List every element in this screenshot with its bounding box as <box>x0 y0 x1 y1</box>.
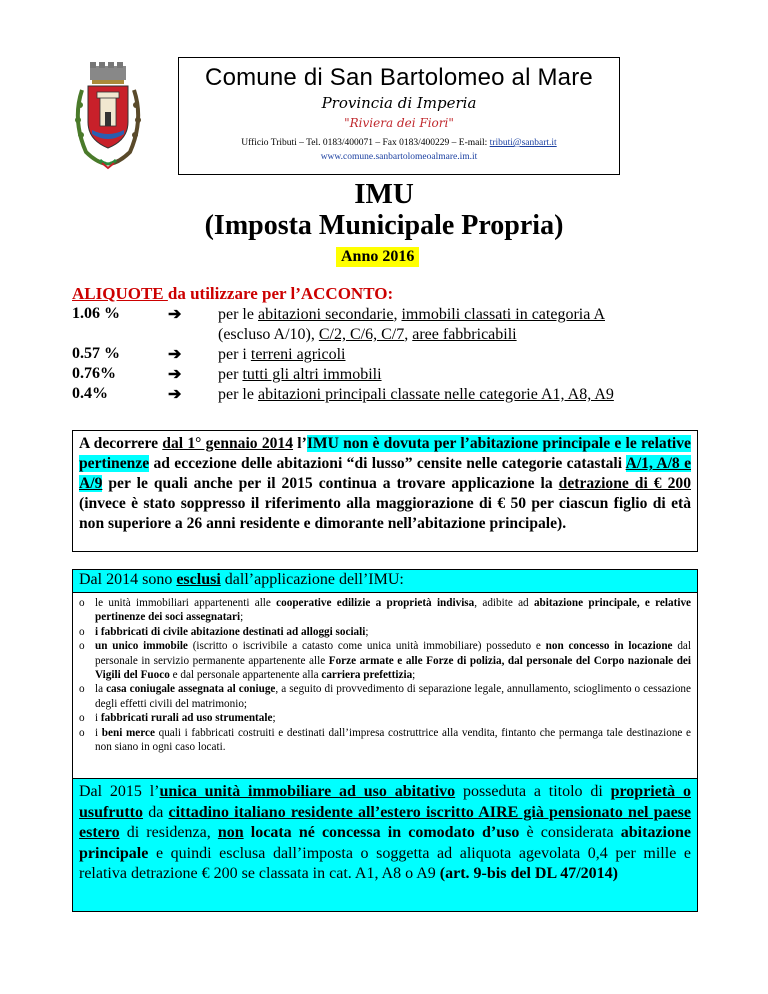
page-subtitle: (Imposta Municipale Propria) <box>204 210 564 241</box>
letterhead-box <box>178 57 620 175</box>
notice-box <box>72 430 698 552</box>
final-bold: locata né concessa in comodato d’uso <box>243 824 520 842</box>
list-item <box>79 625 691 639</box>
item-text: i <box>95 726 102 739</box>
rate-desc-underlined: C/2, C/6, C/7 <box>318 326 405 343</box>
esclusi-heading-underlined: esclusi <box>176 571 221 588</box>
item-text: , a seguito di provvedimento di separazione legale, annullamento, scioglimento o cessazione degli effetti civili del matrimonio; <box>95 683 691 710</box>
rate-desc-underlined: tutti gli altri immobili <box>242 366 382 383</box>
rate-desc-text: per <box>218 366 243 383</box>
item-text: i <box>95 712 101 725</box>
rate-desc-underlined: abitazioni principali classate nelle categorie A1, A8, A9 <box>257 386 614 403</box>
rate-desc-underlined: terreni agricoli <box>250 346 346 363</box>
bullet-icon: o <box>79 683 85 696</box>
notice-underlined: dal 1° gennaio 2014 <box>162 435 294 452</box>
item-text: e dal personale appartenente alla <box>169 669 322 682</box>
ufficio-contacts <box>179 138 619 148</box>
item-text: ; <box>412 669 416 682</box>
item-bold: abitazione principale, e relative pertinenze dei soci assegnatari <box>95 597 691 624</box>
rate-value: 0.76% <box>72 365 116 382</box>
rate-desc-text: , <box>404 326 413 343</box>
website-link[interactable]: www.comune.sanbartolomeoalmare.im.it <box>320 152 478 162</box>
rate-desc-text: per i <box>218 346 251 363</box>
rate-value: 1.06 % <box>72 305 120 322</box>
bullet-icon: o <box>79 597 85 609</box>
notice-text: A decorrere <box>79 435 163 452</box>
ufficio-contacts-text: Ufficio Tributi – Tel. 0183/400071 – Fax 0183/400229 – E-mail: <box>241 138 490 148</box>
rate-desc-text: per le <box>218 306 258 323</box>
list-item <box>79 711 691 725</box>
bullet-icon: o <box>79 726 85 739</box>
final-bold: (art. 9-bis del DL 47/2014) <box>439 865 618 883</box>
rate-description <box>218 305 698 345</box>
item-text: la <box>95 683 107 696</box>
item-bold: un unico immobile <box>95 640 188 653</box>
esclusi-list <box>72 593 698 780</box>
bullet-icon: o <box>79 712 85 725</box>
final-text: da <box>143 803 169 821</box>
item-bold: non concesso in locazione <box>545 640 673 653</box>
rate-desc-text: , <box>393 306 402 323</box>
comune-name: Comune di San Bartolomeo al Mare <box>205 64 593 91</box>
item-text: (iscritto o iscrivibile a catasto come unica unità immobiliare) posseduto e <box>187 640 546 653</box>
right-arrow-icon: ➔ <box>168 306 182 323</box>
email-link[interactable]: tributi@sanbart.it <box>489 138 557 148</box>
final-text: di residenza, <box>119 824 218 842</box>
final-bold-underlined: non <box>217 824 244 842</box>
rate-desc-underlined: abitazioni secondarie <box>257 306 394 323</box>
rate-desc-text: per le <box>218 386 258 403</box>
item-bold: Forze armate e alle Forze di polizia, dal personale del Corpo nazionale dei Vigili del Fuoco <box>95 654 691 682</box>
item-bold: cooperative edilizie a proprietà indivisa <box>276 597 475 609</box>
rate-desc-underlined: aree fabbricabili <box>412 326 517 343</box>
notice-text: l’ <box>293 435 307 452</box>
riviera-tagline: "Riviera dei Fiori" <box>344 116 454 130</box>
page-title: IMU <box>354 178 414 210</box>
rate-description <box>218 385 698 405</box>
list-item <box>79 726 691 755</box>
right-arrow-icon: ➔ <box>168 346 182 363</box>
year-badge: Anno 2016 <box>336 247 419 267</box>
item-bold: carriera prefettizia <box>321 669 413 682</box>
bullet-icon: o <box>79 640 85 653</box>
final-bold-underlined: proprietà o usufrutto <box>79 783 691 821</box>
notice-highlight: A/1, A/8 e A/9 <box>79 455 691 492</box>
provincia-name: Provincia di Imperia <box>321 94 477 112</box>
notice-underlined: detrazione di € 200 <box>558 475 691 492</box>
right-arrow-icon: ➔ <box>168 366 182 383</box>
final-text: posseduta a titolo di <box>455 783 611 800</box>
rate-desc-text: (escluso A/10), <box>218 326 319 343</box>
item-bold: casa coniugale assegnata al coniuge <box>106 683 276 696</box>
list-item <box>79 639 691 682</box>
final-bold-underlined: unica unità immobiliare ad uso abitativo <box>159 783 456 800</box>
rate-description <box>218 365 698 385</box>
list-item <box>79 596 691 625</box>
notice-text: ad eccezione delle abitazioni “di lusso” censite nelle categorie catastali <box>149 455 626 472</box>
item-text: le unità immobiliari appartenenti alle <box>95 597 277 609</box>
bullet-icon: o <box>79 625 85 638</box>
aire-notice-box <box>72 778 698 912</box>
rate-value: 0.57 % <box>72 345 120 362</box>
list-item <box>79 682 691 711</box>
esclusi-heading-text: dall’applicazione dell’IMU: <box>220 571 404 588</box>
item-bold: fabbricati rurali ad uso strumentale <box>100 712 273 725</box>
item-text: ; <box>365 625 369 638</box>
rate-value: 0.4% <box>72 385 108 402</box>
item-text: quali i fabbricati costruiti e destinati dall’impresa costruttrice alla vendita, fintanto che permanga tale destinazione e non siano in ogni caso locati. <box>95 726 692 754</box>
right-arrow-icon: ➔ <box>168 386 182 403</box>
item-text: , adibite ad <box>474 597 534 609</box>
notice-highlight: IMU non è dovuta per l’abitazione principale e le relative pertinenze <box>79 435 691 472</box>
final-text: Dal 2015 l’ <box>79 783 160 800</box>
item-text: ; <box>240 611 244 624</box>
item-text: dal personale in servizio permanente appartenente alle <box>95 640 691 667</box>
rate-desc-underlined: immobili classati in categoria A <box>401 306 605 323</box>
rate-description <box>218 345 698 365</box>
final-bold-underlined: cittadino italiano residente all’estero iscritto AIRE già pensionato nel paese estero <box>79 803 692 842</box>
final-text: è considerata <box>519 824 621 842</box>
item-bold: i fabbricati di civile abitazione destinati ad alloggi sociali <box>95 625 366 638</box>
aliquote-heading-rest: da utilizzare per l’ACCONTO: <box>167 284 394 303</box>
notice-text: (invece è stato soppresso il riferimento alla maggiorazione di € 50 per ciascun figlio di età non superiore a 26 anni residente e dimorante nell’abitazione principale). <box>79 495 691 532</box>
final-text: e quindi esclusa dall’imposta o soggetta ad aliquota agevolata 0,4 per mille e relativa detrazione € 200 se classata in cat. A1, A8 o A9 <box>79 844 691 883</box>
esclusi-heading <box>72 569 698 593</box>
aliquote-heading-underlined: ALIQUOTE <box>72 284 168 303</box>
final-bold: abitazione principale <box>79 824 691 862</box>
esclusi-heading-text: Dal 2014 sono <box>79 571 177 588</box>
item-bold: beni merce <box>101 726 155 739</box>
item-text: ; <box>272 712 276 725</box>
municipal-crest-icon <box>70 60 146 170</box>
aliquote-heading <box>72 284 393 304</box>
notice-text: per le quali anche per il 2015 continua a trovare applicazione la <box>102 475 559 492</box>
